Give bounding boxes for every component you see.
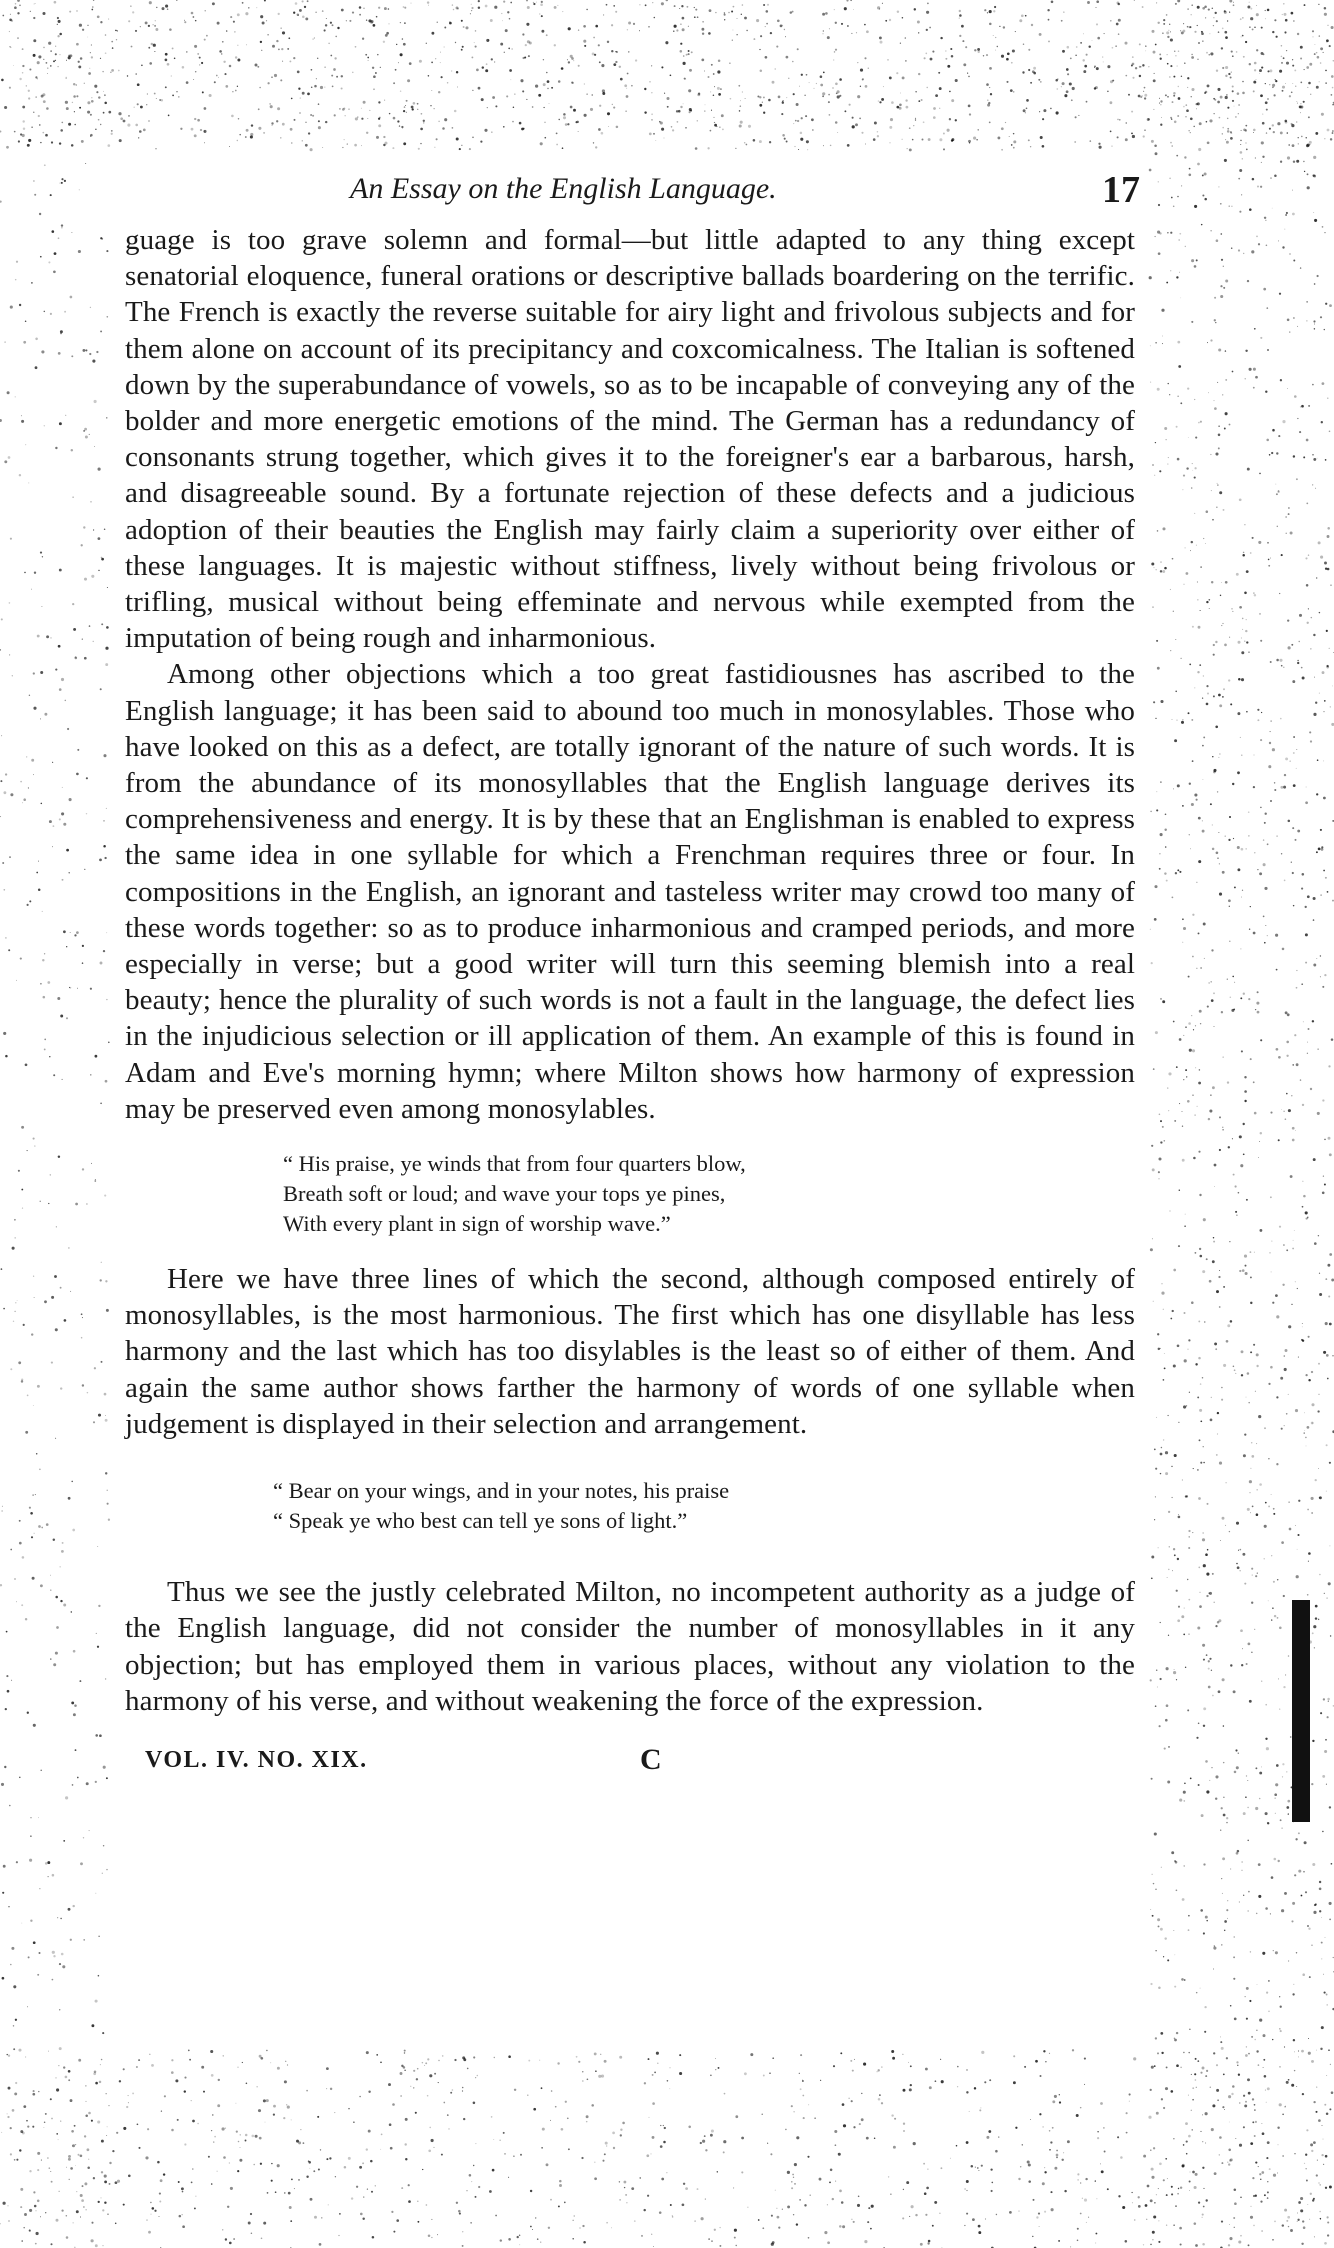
signature-mark: C xyxy=(640,1742,664,1776)
running-head-title: An Essay on the English Language. xyxy=(350,172,777,205)
verse-line: With every plant in sign of worship wave.” xyxy=(283,1211,671,1237)
paragraph-2: Among other objections which a too great fastidiousnes has ascribed to the English language; it has been said to abound too much in monosylables. Those who have looked on this as a defect, are totally ignorant of the nature of such words. It is from the abundance of its monosyllables that the English language derives its comprehensiveness and energy. It is by these that an Englishman is enabled to express the same idea in one syllable for which a Frenchman requires three or four. In compositions in the English, an ignorant and tasteless writer may crowd too many of these words together: so as to produce inharmonious and cramped periods, and more especially in verse; but a good writer will turn this seeming blemish into a real beauty; hence the plurality of such words is not a fault in the language, the defect lies in the injudicious selection or ill application of them. An example of this is found in Adam and Eve's morning hymn; where Milton shows how harmony of expression may be preserved even among monosylables. xyxy=(125,658,1135,1125)
page-footer xyxy=(125,1742,1135,1787)
running-head xyxy=(125,168,1140,218)
verse-quote-2 xyxy=(273,1476,1135,1536)
paragraph-3: Here we have three lines of which the second, although composed entirely of monosyllables, is the most harmonious. The first which has one disyllable has less harmony and the last which has too disylables is the least so of either of them. And again the same author shows farther the harmony of words of one syllable when judgement is displayed in their selection and arrangement. xyxy=(125,1263,1135,1440)
paragraph-4: Thus we see the justly celebrated Milton, no incompetent authority as a judge of the English language, did not consider the number of monosyllables in it any objection; but has employed them in various places, without any violation to the harmony of his verse, and without weakening the force of the expression. xyxy=(125,1576,1135,1717)
paragraph-1: guage is too grave solemn and formal—but little adapted to any thing except senatorial eloquence, funeral orations or descriptive ballads boardering on the terrific. The French is exactly the reverse suitable for airy light and frivolous subjects and for them alone on account of its precipitancy and coxcomicalness. The Italian is softened down by the superabundance of vowels, so as to be incapable of conveying any of the bolder and more energetic emotions of the mind. The German has a redundancy of consonants strung together, which gives it to the foreigner's ear a barbarous, harsh, and disagreeable sound. By a fortunate rejection of these defects and a judicious adoption of their beauties the English may fairly claim a superiority over either of these languages. It is majestic without stiffness, lively without being frivolous or trifling, musical without being effeminate and nervous while exempted from the imputation of being rough and inharmonious. xyxy=(125,224,1135,655)
verse-line: “ Bear on your wings, and in your notes, his praise xyxy=(273,1478,730,1504)
verse-quote-1 xyxy=(283,1149,1135,1239)
verse-line: Breath soft or loud; and wave your tops ye pines, xyxy=(283,1181,726,1207)
page-number: 17 xyxy=(1102,169,1140,211)
verse-line: “ Speak ye who best can tell ye sons of light.” xyxy=(273,1508,688,1534)
document-page xyxy=(125,168,1140,1787)
scan-edge-mark xyxy=(1292,1600,1310,1822)
volume-number: VOL. IV. NO. XIX. xyxy=(145,1746,368,1773)
verse-line: “ His praise, ye winds that from four quarters blow, xyxy=(283,1151,746,1177)
